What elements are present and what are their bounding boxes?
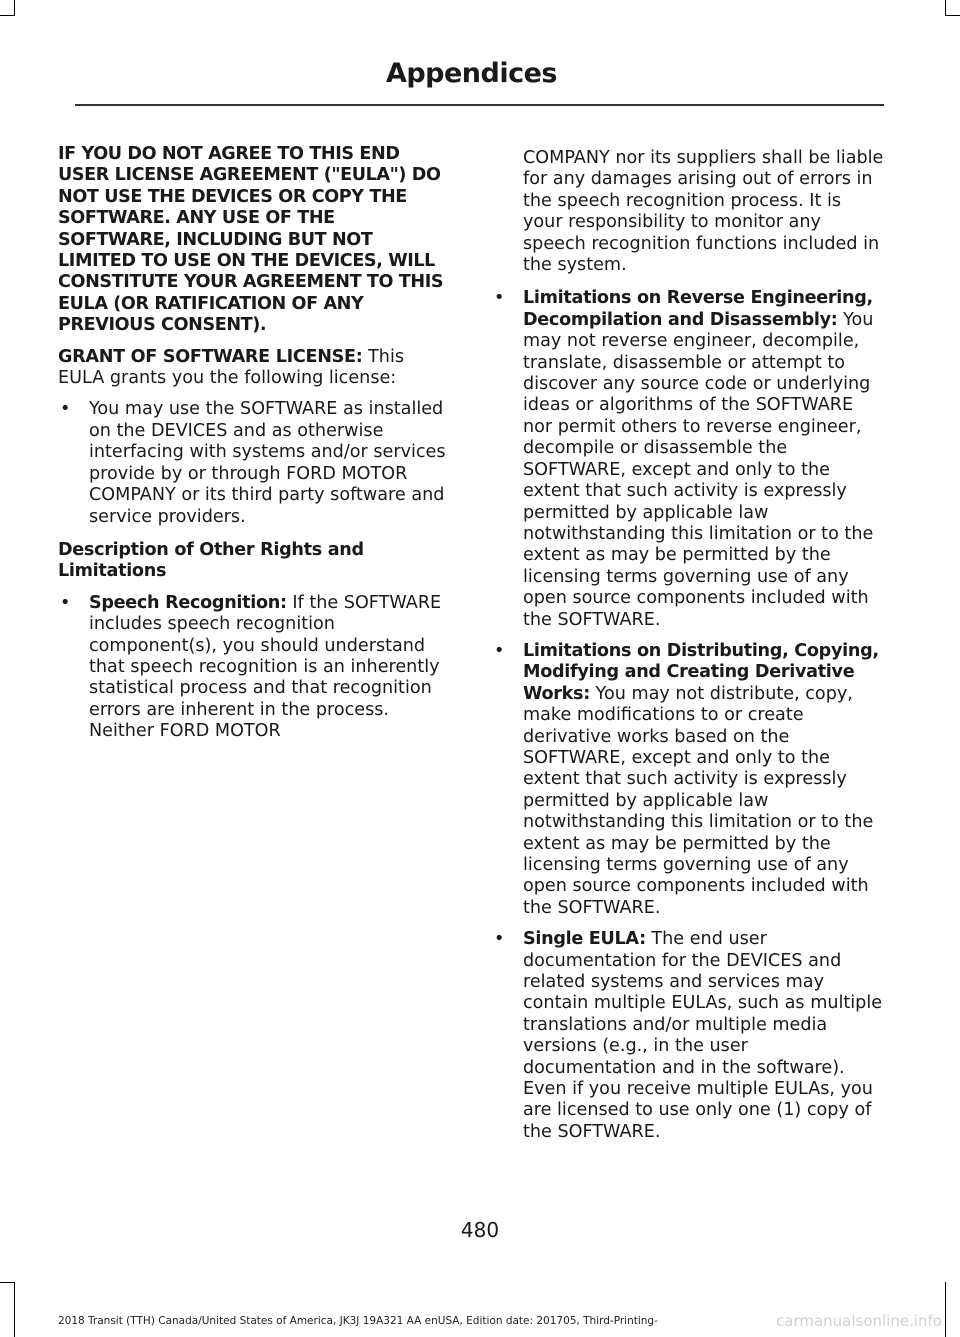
bullet-icon: • xyxy=(494,929,505,950)
eula-warning-text: IF YOU DO NOT AGREE TO THIS END USER LICENSE AGREEMENT ("EULA") DO NOT USE THE DEVICES OR COPY THE SOFTWARE. ANY USE OF THE SOFTWARE, INCLUDING BUT NOT LIMITED TO USE ON THE DEVICES, WILL CONSTITUTE YOUR AGREEMENT TO THIS EULA (OR RATIFICATION OF ANY PREVIOUS CONSENT). xyxy=(58,144,444,336)
bullet-icon: • xyxy=(60,399,71,420)
crop-mark-bottom-left-h xyxy=(0,1282,15,1283)
grant-label: GRANT OF SOFTWARE LICENSE: xyxy=(58,346,363,367)
distributing-text: You may not distribute, copy, make modifications to or create derivative works based on the SOFTWARE, except and only to the extent that such activity is expressly permitted by applicable law notwithstanding this limitation or to the extent as may be permitted by the licensing terms governing use of any open source components included with the SOFTWARE. xyxy=(523,683,874,918)
grant-paragraph xyxy=(58,347,450,390)
footer-text: 2018 Transit (TTH) Canada/United States of America, JK3J 19A321 AA enUSA, Edition date: 201705, Third-Printing- xyxy=(58,1315,658,1327)
watermark: carmanualsonline.info xyxy=(776,1312,942,1330)
crop-mark-top-left-v xyxy=(14,0,15,16)
crop-mark-bottom-right-v xyxy=(945,1282,946,1337)
crop-mark-top-left-h xyxy=(0,15,15,16)
speech-text: If the SOFTWARE includes speech recognition component(s), you should understand that speech recognition is an inherently statistical process and that recognition errors are inherent in the process. Neither FORD MOTOR xyxy=(89,592,442,742)
distributing-label: Limitations on Distributing, Copying, Modifying and Creating Derivative Works: xyxy=(523,640,879,704)
header-divider xyxy=(75,104,884,106)
reverse-engineering-text: You may not reverse engineer, decompile, translate, disassemble or attempt to discover any source code or underlying ideas or algorithms of the SOFTWARE nor permit others to reverse engineer, decompile or disassemble the SOFTWARE, except and only to the extent that such activity is expressly permitted by applicable law notwithstanding this limitation or to the extent as may be permitted by the licensing terms governing use of any open source components included with the SOFTWARE. xyxy=(523,309,874,630)
list-item xyxy=(492,929,884,1143)
speech-label: Speech Recognition: xyxy=(89,592,287,613)
left-column xyxy=(58,144,450,753)
list-item xyxy=(58,593,450,743)
list-item xyxy=(492,288,884,631)
bullet-icon: • xyxy=(494,288,505,309)
single-eula-text: The end user documentation for the DEVICES and related systems and services may contain multiple EULAs, such as multiple translations and/or multiple media versions (e.g., in the user documentation and in the software). Even if you receive multiple EULAs, you are licensed to use only one (1) copy of the SOFTWARE. xyxy=(523,929,883,1142)
bullet-icon: • xyxy=(60,592,71,613)
grant-bullet-text: You may use the SOFTWARE as installed on the DEVICES and as otherwise interfacing with systems and/or services provide by or through FORD MOTOR COMPANY or its third party software and service providers. xyxy=(89,399,446,527)
grant-text: This EULA grants you the following license: xyxy=(58,346,405,389)
single-eula-label: Single EULA: xyxy=(523,929,646,950)
crop-mark-top-right-h xyxy=(945,15,960,16)
list-item xyxy=(492,641,884,919)
list-item xyxy=(58,399,450,527)
page-number: 480 xyxy=(460,1218,500,1242)
description-heading: Description of Other Rights and Limitations xyxy=(58,539,364,582)
speech-continued-text: COMPANY nor its suppliers shall be liable for any damages arising out of errors in the speech recognition process. It is your responsibility to monitor any speech recognition functions included in the system. xyxy=(523,148,884,276)
reverse-engineering-label: Limitations on Reverse Engineering, Decompilation and Disassembly: xyxy=(523,288,873,330)
right-column xyxy=(492,148,884,1153)
crop-mark-top-right-v xyxy=(945,0,946,16)
bullet-icon: • xyxy=(494,640,505,661)
page-title: Appendices xyxy=(385,58,557,89)
crop-mark-bottom-left-v xyxy=(14,1282,15,1337)
